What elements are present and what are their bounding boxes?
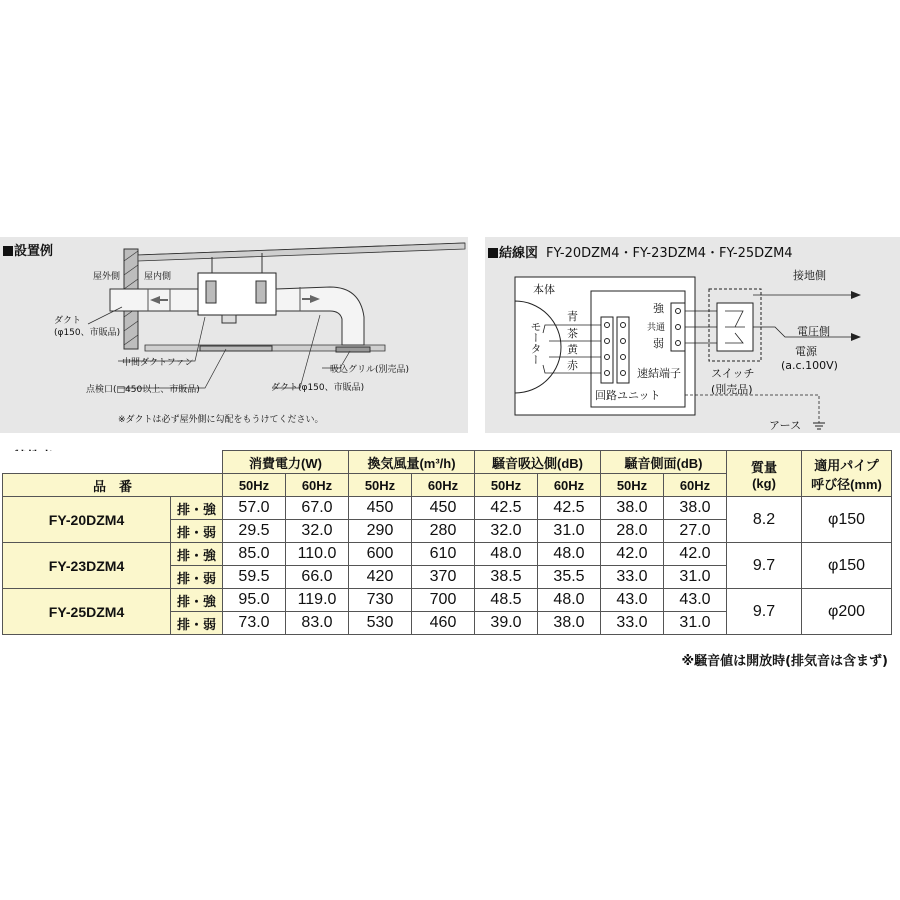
value-cell: 460 bbox=[412, 612, 475, 635]
wiring-models: FY-20DZM4・FY-23DZM4・FY-25DZM4 bbox=[546, 246, 793, 261]
model-cell: FY-23DZM4 bbox=[3, 543, 171, 589]
value-cell: 420 bbox=[349, 566, 412, 589]
value-cell: 42.5 bbox=[538, 497, 601, 520]
install-title bbox=[3, 240, 53, 259]
header-blank bbox=[3, 451, 223, 474]
value-cell: 39.0 bbox=[475, 612, 538, 635]
header-hz: 50Hz bbox=[349, 474, 412, 497]
value-cell: 38.0 bbox=[538, 612, 601, 635]
value-cell: 700 bbox=[412, 589, 475, 612]
mode-cell: 排・強 bbox=[171, 543, 223, 566]
ground-arrow bbox=[851, 291, 861, 299]
roof-slab bbox=[138, 243, 465, 261]
weight-cell: 8.2 bbox=[727, 497, 802, 543]
header-product: 品 番 bbox=[3, 474, 223, 497]
value-cell: 280 bbox=[412, 520, 475, 543]
duct-right-label: ダクト(φ150、市販品) bbox=[271, 383, 365, 393]
pipe-cell: φ150 bbox=[802, 543, 892, 589]
voltage-side-label: 電圧側 bbox=[797, 325, 830, 338]
value-cell: 32.0 bbox=[475, 520, 538, 543]
value-cell: 119.0 bbox=[286, 589, 349, 612]
switch-label: スイッチ bbox=[711, 367, 755, 380]
wiring-diagram-panel bbox=[485, 237, 900, 433]
grille-label: 吸込グリル(別売品) bbox=[330, 365, 410, 375]
weak-label: 弱 bbox=[653, 337, 664, 350]
value-cell: 27.0 bbox=[664, 520, 727, 543]
value-cell: 610 bbox=[412, 543, 475, 566]
indoor-label: 屋内側 bbox=[144, 272, 172, 282]
mode-cell: 排・弱 bbox=[171, 566, 223, 589]
header-pipe-text: 適用パイプ bbox=[814, 457, 879, 473]
value-cell: 31.0 bbox=[664, 612, 727, 635]
header-weight-text: 質量 bbox=[750, 459, 777, 475]
value-cell: 83.0 bbox=[286, 612, 349, 635]
header-pipe-sub: 呼び径(mm) bbox=[811, 476, 882, 492]
inspection-port bbox=[200, 346, 272, 351]
value-cell: 29.5 bbox=[223, 520, 286, 543]
fan-bracket bbox=[256, 281, 266, 303]
model-cell: FY-20DZM4 bbox=[3, 497, 171, 543]
fan-bracket bbox=[206, 281, 216, 303]
value-cell: 43.0 bbox=[601, 589, 664, 612]
pipe-cell: φ150 bbox=[802, 497, 892, 543]
value-cell: 42.5 bbox=[475, 497, 538, 520]
value-cell: 450 bbox=[349, 497, 412, 520]
inspection-label: 点検口(□450以上、市販品) bbox=[86, 385, 200, 395]
earth-label: アース bbox=[769, 419, 802, 432]
power-label: 電源 bbox=[795, 345, 817, 358]
value-cell: 59.5 bbox=[223, 566, 286, 589]
noise-footnote: ※騒音値は開放時(排気音は含まず) bbox=[681, 654, 888, 669]
value-cell: 31.0 bbox=[538, 520, 601, 543]
value-cell: 38.0 bbox=[601, 497, 664, 520]
value-cell: 43.0 bbox=[664, 589, 727, 612]
value-cell: 48.5 bbox=[475, 589, 538, 612]
header-weight-unit: (kg) bbox=[752, 475, 776, 491]
value-cell: 33.0 bbox=[601, 612, 664, 635]
header-hz: 60Hz bbox=[538, 474, 601, 497]
mode-cell: 排・弱 bbox=[171, 520, 223, 543]
model-cell: FY-25DZM4 bbox=[3, 589, 171, 635]
wiring-title bbox=[488, 242, 793, 261]
terminal-label: 速結端子 bbox=[637, 367, 681, 380]
value-cell: 38.0 bbox=[664, 497, 727, 520]
voltage-arrow bbox=[851, 333, 861, 341]
mode-cell: 排・強 bbox=[171, 497, 223, 520]
value-cell: 450 bbox=[412, 497, 475, 520]
value-cell: 530 bbox=[349, 612, 412, 635]
header-noise-intake: 騒音吸込側(dB) bbox=[475, 451, 601, 474]
value-cell: 67.0 bbox=[286, 497, 349, 520]
weight-cell: 9.7 bbox=[727, 589, 802, 635]
value-cell: 730 bbox=[349, 589, 412, 612]
value-cell: 33.0 bbox=[601, 566, 664, 589]
value-cell: 66.0 bbox=[286, 566, 349, 589]
value-cell: 42.0 bbox=[601, 543, 664, 566]
header-pipe bbox=[802, 451, 892, 497]
mid-fan-label: 中間ダクトファン bbox=[122, 358, 194, 368]
duct-left-label: ダクト bbox=[54, 316, 82, 326]
value-cell: 57.0 bbox=[223, 497, 286, 520]
value-cell: 31.0 bbox=[664, 566, 727, 589]
table-row bbox=[3, 589, 892, 612]
header-hz: 50Hz bbox=[475, 474, 538, 497]
wire-blue-label: 青 bbox=[567, 310, 578, 323]
value-cell: 28.0 bbox=[601, 520, 664, 543]
outdoor-label: 屋外側 bbox=[93, 272, 121, 282]
header-airflow: 換気風量(m³/h) bbox=[349, 451, 475, 474]
fan-terminal-box bbox=[222, 315, 236, 323]
duct-left-spec: (φ150、市販品) bbox=[54, 328, 121, 338]
body-label: 本体 bbox=[533, 283, 555, 296]
value-cell: 48.0 bbox=[538, 589, 601, 612]
earth-symbol bbox=[813, 423, 825, 429]
value-cell: 95.0 bbox=[223, 589, 286, 612]
intake-grille bbox=[336, 347, 370, 352]
value-cell: 85.0 bbox=[223, 543, 286, 566]
motor-label: モーター bbox=[529, 321, 542, 365]
power-spec-label: (a.c.100V) bbox=[781, 359, 838, 372]
ground-side-label: 接地側 bbox=[793, 269, 826, 282]
header-hz: 60Hz bbox=[664, 474, 727, 497]
pipe-cell: φ200 bbox=[802, 589, 892, 635]
value-cell: 48.0 bbox=[475, 543, 538, 566]
wire-red-label: 赤 bbox=[567, 359, 578, 372]
value-cell: 35.5 bbox=[538, 566, 601, 589]
weight-cell: 9.7 bbox=[727, 543, 802, 589]
circuit-unit-label: 回路ユニット bbox=[595, 389, 661, 402]
install-note: ※ダクトは必ず屋外側に勾配をもうけてください。 bbox=[118, 415, 324, 425]
installation-example-panel bbox=[0, 237, 468, 433]
table-row bbox=[3, 497, 892, 520]
value-cell: 290 bbox=[349, 520, 412, 543]
header-weight bbox=[727, 451, 802, 497]
value-cell: 32.0 bbox=[286, 520, 349, 543]
header-hz: 50Hz bbox=[223, 474, 286, 497]
switch-note-label: (別売品) bbox=[711, 383, 753, 396]
wiring-diagram bbox=[485, 237, 900, 433]
common-label: 共通 bbox=[647, 323, 666, 333]
strong-label: 強 bbox=[653, 302, 664, 315]
header-noise-side: 騒音側面(dB) bbox=[601, 451, 727, 474]
mode-cell: 排・弱 bbox=[171, 612, 223, 635]
install-title-text: 設置例 bbox=[14, 244, 54, 259]
wire-yellow-label: 黄 bbox=[567, 343, 578, 356]
header-hz: 60Hz bbox=[412, 474, 475, 497]
value-cell: 42.0 bbox=[664, 543, 727, 566]
wire-brown-label: 茶 bbox=[567, 327, 578, 340]
spec-table bbox=[2, 450, 892, 635]
header-hz: 60Hz bbox=[286, 474, 349, 497]
table-row bbox=[3, 543, 892, 566]
header-hz: 50Hz bbox=[601, 474, 664, 497]
header-power: 消費電力(W) bbox=[223, 451, 349, 474]
value-cell: 370 bbox=[412, 566, 475, 589]
value-cell: 73.0 bbox=[223, 612, 286, 635]
mode-cell: 排・強 bbox=[171, 589, 223, 612]
value-cell: 110.0 bbox=[286, 543, 349, 566]
wiring-title-text: 結線図 bbox=[499, 246, 539, 261]
value-cell: 600 bbox=[349, 543, 412, 566]
value-cell: 38.5 bbox=[475, 566, 538, 589]
value-cell: 48.0 bbox=[538, 543, 601, 566]
